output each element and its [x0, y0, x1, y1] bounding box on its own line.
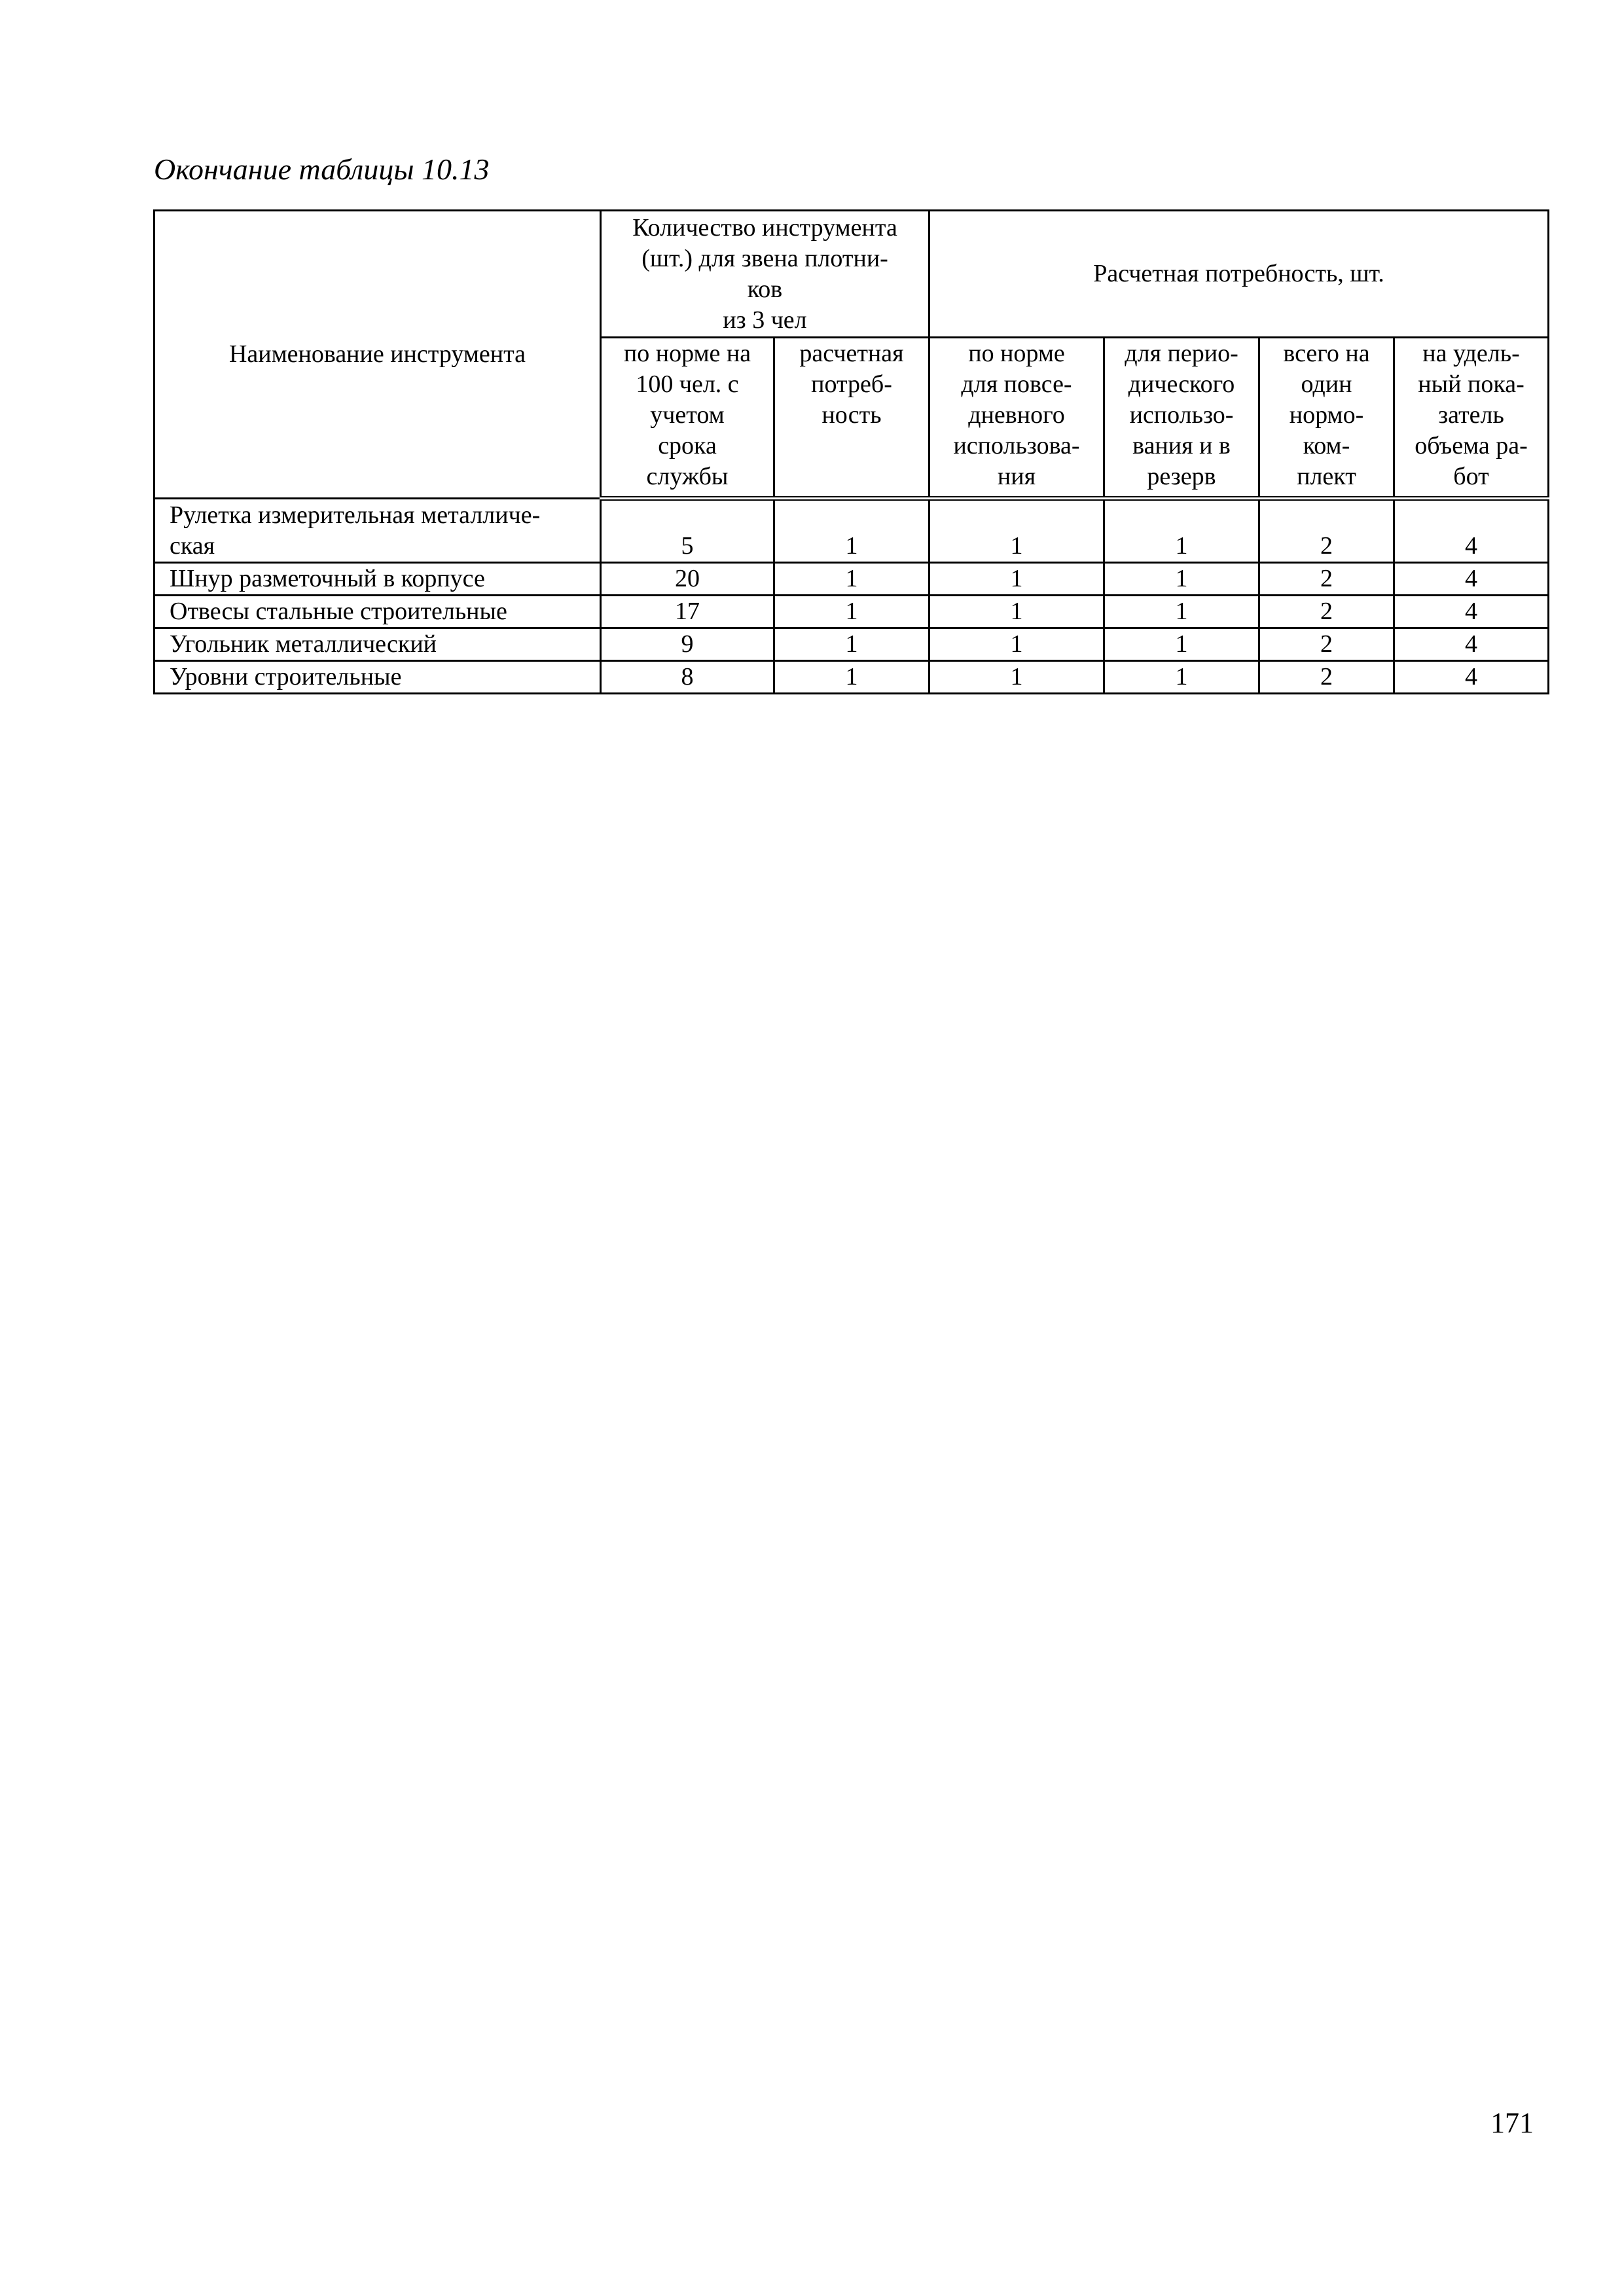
header-line: всего на: [1283, 340, 1370, 367]
header-line: по норме на: [623, 340, 751, 367]
row-value: 1: [774, 661, 929, 694]
header-line: по норме: [968, 340, 1065, 367]
row-tool-name: Уровни строительные: [154, 661, 601, 694]
row-value: 2: [1259, 596, 1394, 628]
header-line: один: [1301, 370, 1352, 398]
row-value: 5: [601, 499, 774, 563]
table-row: [154, 628, 1549, 661]
row-value: 4: [1394, 661, 1549, 694]
header-line: для перио-: [1125, 340, 1238, 367]
row-value: 4: [1394, 499, 1549, 563]
header-line: затель: [1438, 401, 1504, 429]
row-value: 17: [601, 596, 774, 628]
table-caption: Окончание таблицы 10.13: [154, 152, 490, 186]
header-line: плект: [1297, 463, 1356, 490]
row-value: 9: [601, 628, 774, 661]
header-quantity-line: Количество инструмента: [632, 213, 897, 242]
row-value: 8: [601, 661, 774, 694]
row-value: 1: [929, 596, 1104, 628]
header-row-1: [154, 211, 1549, 338]
row-value: 4: [1394, 628, 1549, 661]
header-line: бот: [1453, 463, 1489, 490]
header-line: для повсе-: [961, 370, 1072, 398]
header-line: использова-: [953, 432, 1080, 459]
row-value: 1: [1104, 661, 1259, 694]
row-tool-name-line: Рулетка измерительная металличе-: [170, 501, 541, 529]
header-line: дневного: [968, 401, 1065, 429]
header-norm-per-100: [601, 338, 774, 499]
header-line: ком-: [1303, 432, 1350, 459]
header-quantity-line: ков: [747, 275, 783, 303]
row-tool-name: Угольник металлический: [154, 628, 601, 661]
row-value: 1: [1104, 499, 1259, 563]
row-value: 1: [929, 499, 1104, 563]
row-value: 1: [774, 596, 929, 628]
header-tool-name: Наименование инструмента: [154, 211, 601, 499]
row-value: 4: [1394, 596, 1549, 628]
row-value: 1: [929, 661, 1104, 694]
header-unit-indicator: [1394, 338, 1549, 499]
header-line: на удель-: [1422, 340, 1520, 367]
row-tool-name: Шнур разметочный в корпусе: [154, 563, 601, 596]
header-daily-use: [929, 338, 1104, 499]
header-line: срока: [658, 432, 717, 459]
row-value: 1: [1104, 563, 1259, 596]
table-row: [154, 563, 1549, 596]
row-value: 20: [601, 563, 774, 596]
tools-table: [153, 209, 1549, 694]
header-quantity-line: (шт.) для звена плотни-: [641, 244, 888, 272]
page-number: 171: [1490, 2107, 1534, 2139]
row-tool-name-line: ская: [170, 532, 215, 560]
table-row: [154, 596, 1549, 628]
row-value: 1: [1104, 596, 1259, 628]
header-line: резерв: [1147, 463, 1216, 490]
row-value: 1: [774, 628, 929, 661]
row-value: 1: [929, 563, 1104, 596]
header-total-per-set: [1259, 338, 1394, 499]
header-line: использо-: [1129, 401, 1234, 429]
row-value: 1: [774, 563, 929, 596]
header-calculated-need: [774, 338, 929, 499]
row-value: 2: [1259, 563, 1394, 596]
row-value: 4: [1394, 563, 1549, 596]
row-tool-name: Отвесы стальные строительные: [154, 596, 601, 628]
header-line: ния: [997, 463, 1036, 490]
row-value: 1: [929, 628, 1104, 661]
header-line: учетом: [650, 401, 725, 429]
header-line: вания и в: [1132, 432, 1231, 459]
header-line: дического: [1128, 370, 1235, 398]
row-value: 1: [1104, 628, 1259, 661]
header-line: 100 чел. с: [636, 370, 739, 398]
header-demand-group: Расчетная потребность, шт.: [929, 211, 1549, 338]
header-line: нормо-: [1289, 401, 1364, 429]
row-value: 2: [1259, 661, 1394, 694]
row-tool-name: [154, 499, 601, 563]
header-line: объема ра-: [1415, 432, 1528, 459]
header-quantity-line: из 3 чел: [723, 306, 807, 334]
table-row: [154, 661, 1549, 694]
header-line: потреб-: [811, 370, 892, 398]
header-periodic-use: [1104, 338, 1259, 499]
row-value: 2: [1259, 499, 1394, 563]
row-value: 1: [774, 499, 929, 563]
header-line: службы: [646, 463, 729, 490]
header-quantity-group: [601, 211, 929, 338]
header-line: ный пока-: [1418, 370, 1525, 398]
header-line: расчетная: [799, 340, 904, 367]
row-value: 2: [1259, 628, 1394, 661]
table-row: [154, 499, 1549, 563]
header-line: ность: [821, 401, 882, 429]
